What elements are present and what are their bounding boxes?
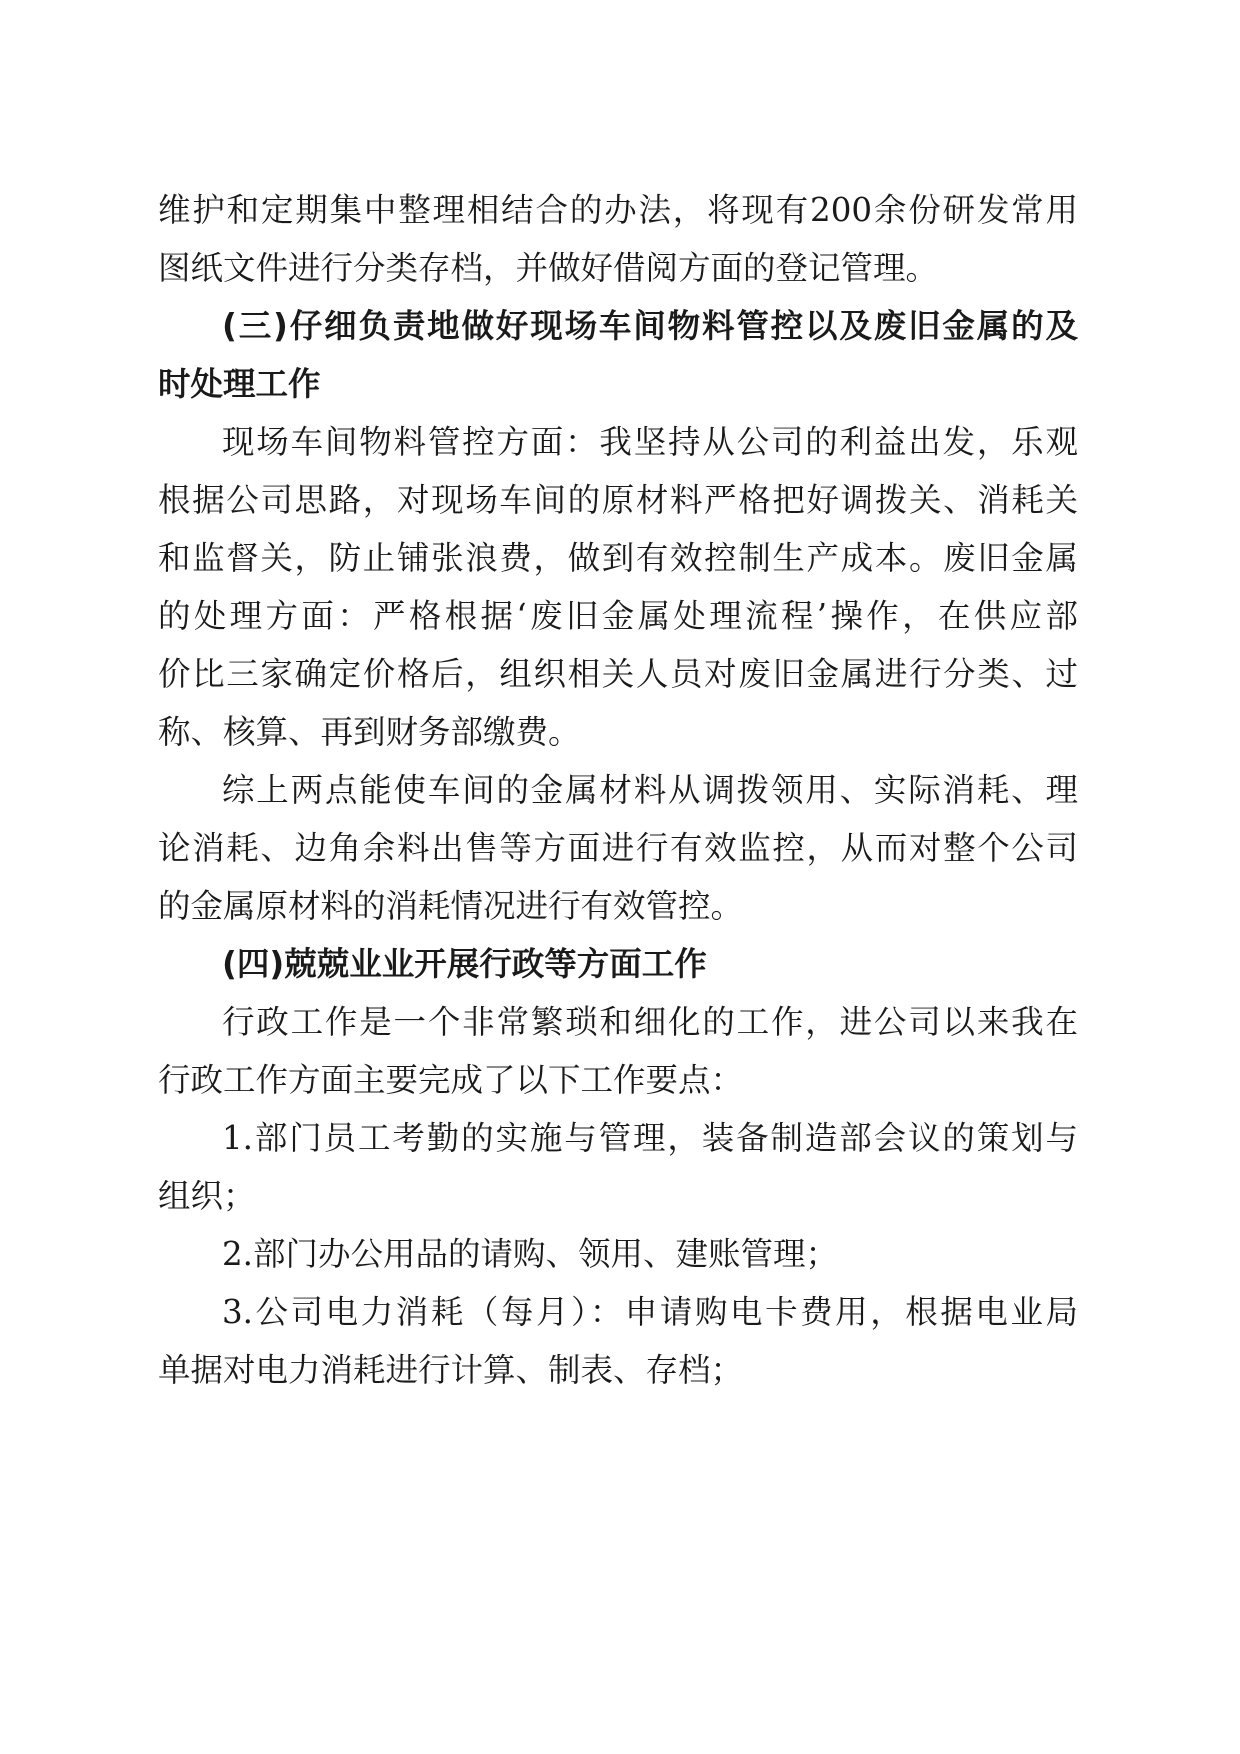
list-item-line: 单据对电力消耗进行计算、制表、存档； [158, 1351, 744, 1389]
paragraph-line: 现场车间物料管控方面：我坚持从公司的利益出发，乐观 [222, 423, 1078, 461]
paragraph-line: 维护和定期集中整理相结合的办法，将现有200余份研发常用 [158, 191, 1078, 229]
paragraph-line: 图纸文件进行分类存档，并做好借阅方面的登记管理。 [158, 249, 939, 287]
paragraph-line: 的处理方面：严格根据‘废旧金属处理流程’操作，在供应部 [158, 597, 1078, 635]
list-item-line: 2.部门办公用品的请购、领用、建账管理； [222, 1235, 839, 1273]
section-heading: 时处理工作 [158, 365, 321, 403]
paragraph-line: 和监督关，防止铺张浪费，做到有效控制生产成本。废旧金属 [158, 539, 1078, 577]
section-heading: (三)仔细负责地做好现场车间物料管控以及废旧金属的及 [222, 307, 1078, 345]
paragraph-line: 根据公司思路，对现场车间的原材料严格把好调拨关、消耗关 [158, 481, 1078, 519]
paragraph-line: 行政工作是一个非常繁琐和细化的工作，进公司以来我在 [222, 1003, 1078, 1041]
paragraph-line: 综上两点能使车间的金属材料从调拨领用、实际消耗、理 [222, 771, 1078, 809]
paragraph-line: 价比三家确定价格后，组织相关人员对废旧金属进行分类、过 [158, 655, 1078, 693]
paragraph-line: 行政工作方面主要完成了以下工作要点： [158, 1061, 744, 1099]
paragraph-line: 称、核算、再到财务部缴费。 [158, 713, 581, 751]
section-heading: (四)兢兢业业开展行政等方面工作 [222, 945, 707, 983]
list-item-line: 组织； [158, 1177, 256, 1215]
paragraph-line: 的金属原材料的消耗情况进行有效管控。 [158, 887, 744, 925]
list-item-line: 1.部门员工考勤的实施与管理，装备制造部会议的策划与 [222, 1119, 1078, 1157]
list-item-line: 3.公司电力消耗（每月）：申请购电卡费用，根据电业局 [222, 1293, 1078, 1331]
paragraph-line: 论消耗、边角余料出售等方面进行有效监控，从而对整个公司 [158, 829, 1078, 867]
